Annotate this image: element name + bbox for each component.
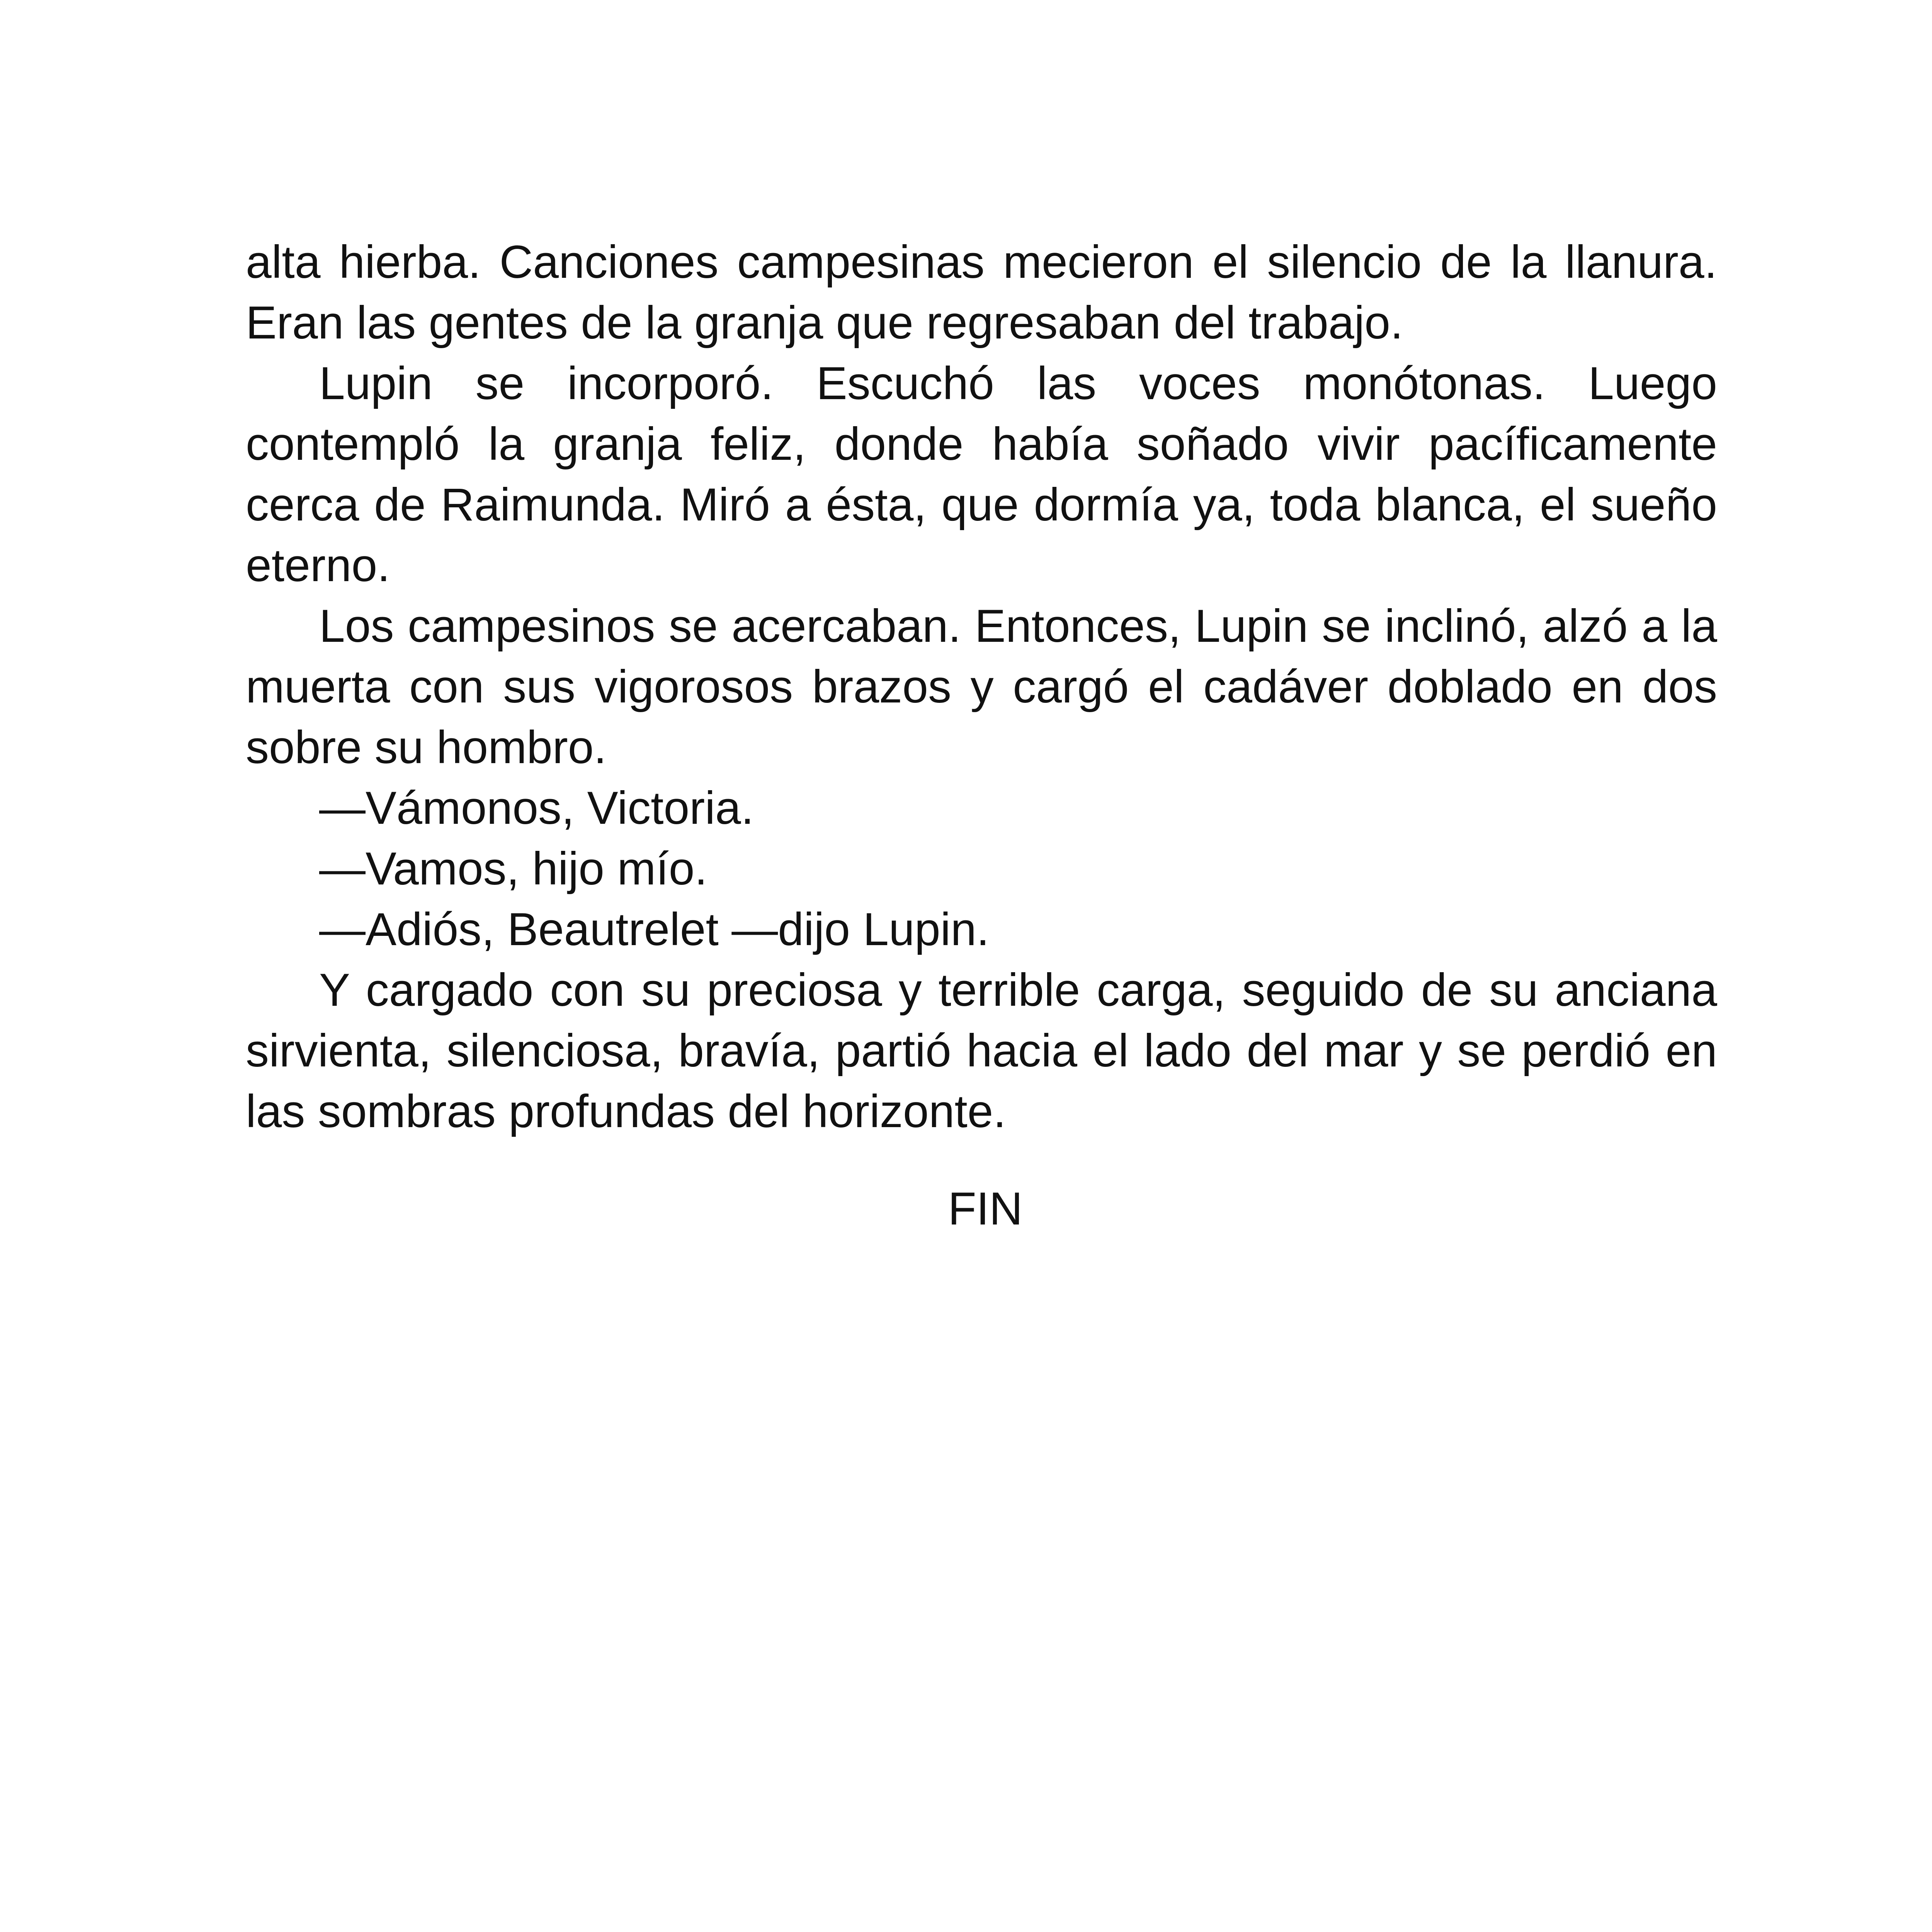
dialog-line-adios: —Adiós, Beautrelet —dijo Lupin.: [319, 903, 990, 955]
paragraph-lupin-incorporo: Lupin se incorporó. Escuchó las voces monótonas. Luego contempló la granja feliz, donde había soñado vivir pacíficamente cerca de Raimunda. Miró a ésta, que dormía ya, toda blanca, el sueño eterno.: [246, 357, 1717, 591]
dialog-line-vamos: —Vamos, hijo mío.: [319, 843, 707, 895]
paragraph-continuation: alta hierba. Canciones campesinas mecieron el silencio de la llanura. Eran las gentes de la granja que regresaban del trabajo.: [246, 236, 1717, 349]
paragraph-campesinos: Los campesinos se acercaban. Entonces, Lupin se inclinó, alzó a la muerta con sus vigorosos brazos y cargó el cadáver doblado en dos sobre su hombro.: [246, 600, 1717, 773]
body-text: [246, 232, 1717, 1142]
dialog-line-vamonos: —Vámonos, Victoria.: [319, 782, 754, 834]
paragraph-final: Y cargado con su preciosa y terrible carga, seguido de su anciana sirvienta, silenciosa, bravía, partió hacia el lado del mar y se perdió en las sombras profundas del horizonte.: [246, 964, 1717, 1137]
ending-title: FIN: [948, 1183, 1023, 1235]
